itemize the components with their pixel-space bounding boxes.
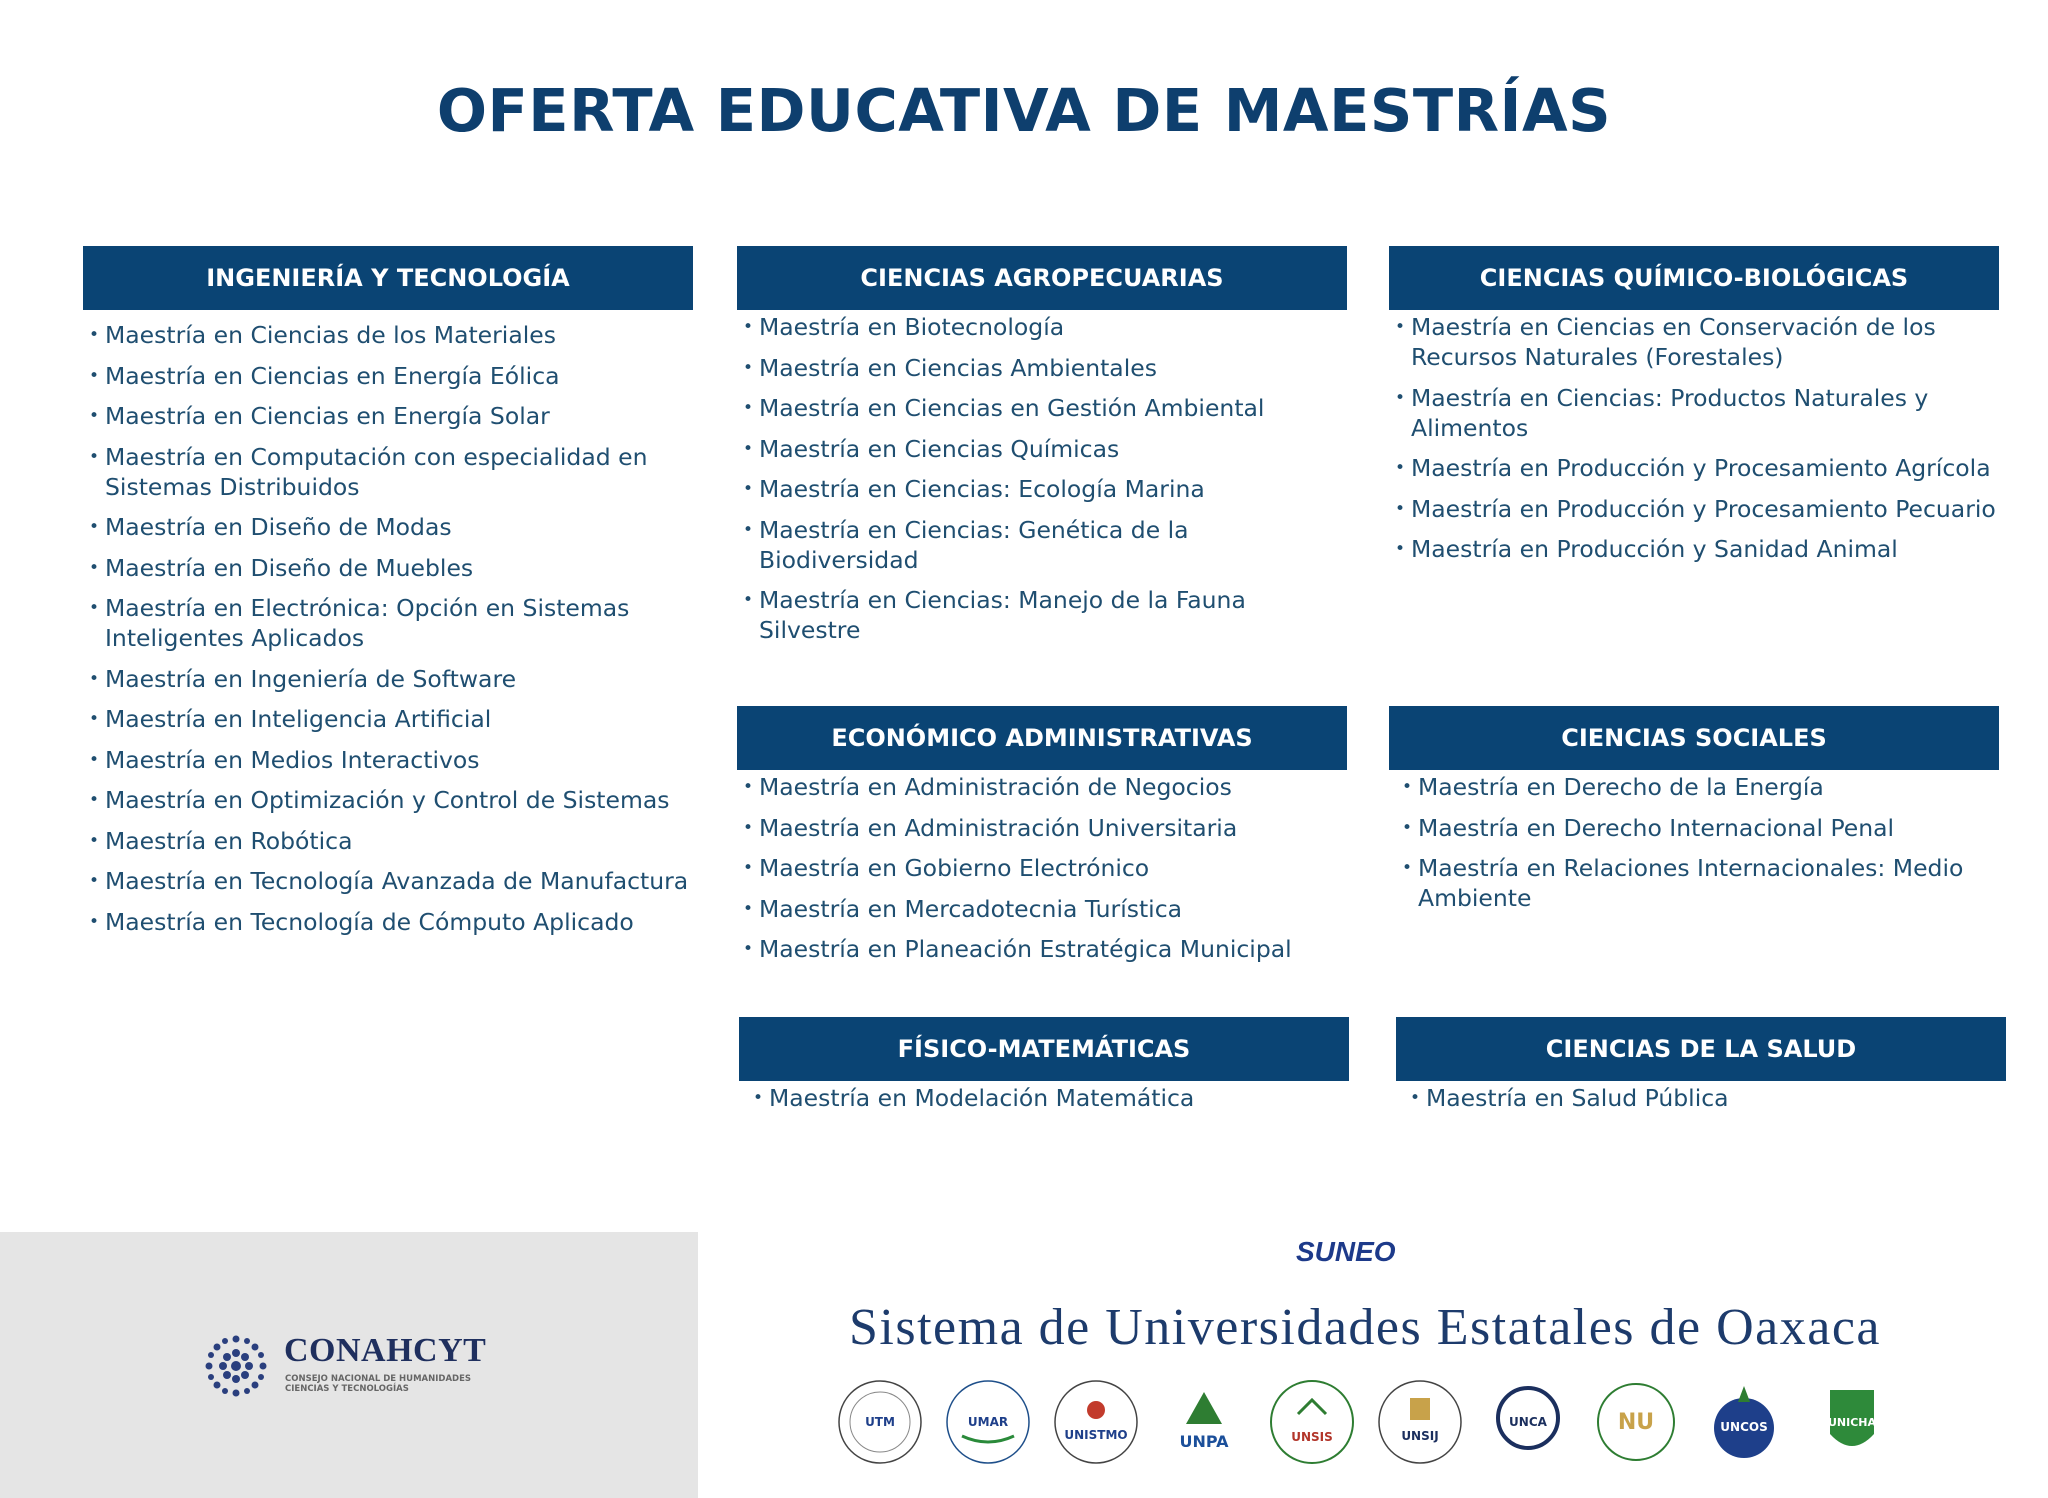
list-item: • Maestría en Robótica bbox=[89, 826, 693, 856]
university-seal: UNISTMO bbox=[1052, 1378, 1140, 1466]
list-item: • Maestría en Ciencias Ambientales bbox=[743, 353, 1347, 383]
university-seal: UTM bbox=[836, 1378, 924, 1466]
category-header: ECONÓMICO ADMINISTRATIVAS bbox=[737, 706, 1347, 770]
suneo-logo: SUNEO bbox=[1296, 1236, 1396, 1267]
list-item: • Maestría en Gobierno Electrónico bbox=[743, 853, 1347, 883]
university-seal: UNPA bbox=[1160, 1378, 1248, 1466]
university-seals bbox=[836, 1378, 1896, 1474]
list-item: • Maestría en Ciencias en Conservación de los Recursos Naturales (Forestales) bbox=[1395, 312, 1999, 372]
category-header: FÍSICO-MATEMÁTICAS bbox=[739, 1017, 1349, 1081]
list-item: • Maestría en Ciencias Químicas bbox=[743, 434, 1347, 464]
list-item: • Maestría en Derecho Internacional Penal bbox=[1402, 813, 1999, 843]
list-item: • Maestría en Ciencias en Energía Solar bbox=[89, 401, 693, 431]
list-item: • Maestría en Ingeniería de Software bbox=[89, 664, 693, 694]
page-title: OFERTA EDUCATIVA DE MAESTRÍAS bbox=[436, 76, 1612, 145]
list-item: • Maestría en Inteligencia Artificial bbox=[89, 704, 693, 734]
list-item: • Maestría en Ciencias en Energía Eólica bbox=[89, 361, 693, 391]
category-fisico-matematicas bbox=[739, 1017, 1349, 1124]
list-item: • Maestría en Producción y Procesamiento Agrícola bbox=[1395, 453, 1999, 483]
conahcyt-logo bbox=[200, 1330, 272, 1402]
list-item: • Maestría en Tecnología de Cómputo Aplicado bbox=[89, 907, 693, 937]
list-item: • Maestría en Planeación Estratégica Municipal bbox=[743, 934, 1347, 964]
list-item: • Maestría en Producción y Sanidad Animal bbox=[1395, 534, 1999, 564]
list-item: • Maestría en Electrónica: Opción en Sistemas Inteligentes Aplicados bbox=[89, 593, 693, 653]
list-item: • Maestría en Medios Interactivos bbox=[89, 745, 693, 775]
conahcyt-subtitle: CONSEJO NACIONAL DE HUMANIDADES CIENCIAS Y TECNOLOGÍAS bbox=[285, 1374, 472, 1394]
list-item: • Maestría en Relaciones Internacionales: Medio Ambiente bbox=[1402, 853, 1999, 913]
category-ingenieria bbox=[83, 246, 693, 947]
university-seal: UMAR bbox=[944, 1378, 1032, 1466]
category-header: CIENCIAS SOCIALES bbox=[1389, 706, 1999, 770]
category-economico-administrativas bbox=[737, 706, 1347, 975]
university-seal: UNSIJ bbox=[1376, 1378, 1464, 1466]
list-item: • Maestría en Ciencias: Ecología Marina bbox=[743, 474, 1347, 504]
category-ciencias-salud bbox=[1396, 1017, 2006, 1124]
category-header: CIENCIAS QUÍMICO-BIOLÓGICAS bbox=[1389, 246, 1999, 310]
category-quimico-biologicas bbox=[1389, 246, 1999, 575]
university-seal: UNICHA bbox=[1808, 1378, 1896, 1466]
list-item: • Maestría en Administración Universitaria bbox=[743, 813, 1347, 843]
list-item: • Maestría en Diseño de Muebles bbox=[89, 553, 693, 583]
list-item: • Maestría en Mercadotecnia Turística bbox=[743, 894, 1347, 924]
category-ciencias-sociales bbox=[1389, 706, 1999, 924]
list-item: • Maestría en Ciencias: Manejo de la Fauna Silvestre bbox=[743, 585, 1347, 645]
conahcyt-name: CONAHCYT bbox=[284, 1332, 487, 1369]
list-item: • Maestría en Administración de Negocios bbox=[743, 772, 1347, 802]
category-agropecuarias bbox=[737, 246, 1347, 656]
university-seal: UNSIS bbox=[1268, 1378, 1356, 1466]
category-header: CIENCIAS AGROPECUARIAS bbox=[737, 246, 1347, 310]
list-item: • Maestría en Ciencias: Genética de la Biodiversidad bbox=[743, 515, 1347, 575]
list-item: • Maestría en Modelación Matemática bbox=[753, 1083, 1349, 1113]
list-item: • Maestría en Producción y Procesamiento Pecuario bbox=[1395, 494, 1999, 524]
list-item: • Maestría en Optimización y Control de Sistemas bbox=[89, 785, 693, 815]
list-item: • Maestría en Derecho de la Energía bbox=[1402, 772, 1999, 802]
list-item: • Maestría en Biotecnología bbox=[743, 312, 1347, 342]
list-item: • Maestría en Computación con especialidad en Sistemas Distribuidos bbox=[89, 442, 693, 502]
system-name: Sistema de Universidades Estatales de Oaxaca bbox=[849, 1299, 1881, 1356]
university-seal: NU bbox=[1592, 1378, 1680, 1466]
university-seal: UNCA bbox=[1484, 1378, 1572, 1466]
list-item: • Maestría en Diseño de Modas bbox=[89, 512, 693, 542]
conahcyt-panel bbox=[0, 1232, 698, 1498]
list-item: • Maestría en Ciencias en Gestión Ambiental bbox=[743, 393, 1347, 423]
list-item: • Maestría en Tecnología Avanzada de Manufactura bbox=[89, 866, 693, 896]
list-item: • Maestría en Salud Pública bbox=[1410, 1083, 2006, 1113]
category-header: INGENIERÍA Y TECNOLOGÍA bbox=[83, 246, 693, 310]
list-item: • Maestría en Ciencias: Productos Naturales y Alimentos bbox=[1395, 383, 1999, 443]
list-item: • Maestría en Ciencias de los Materiales bbox=[89, 320, 693, 350]
category-header: CIENCIAS DE LA SALUD bbox=[1396, 1017, 2006, 1081]
university-seal: UNCOS bbox=[1700, 1378, 1788, 1466]
